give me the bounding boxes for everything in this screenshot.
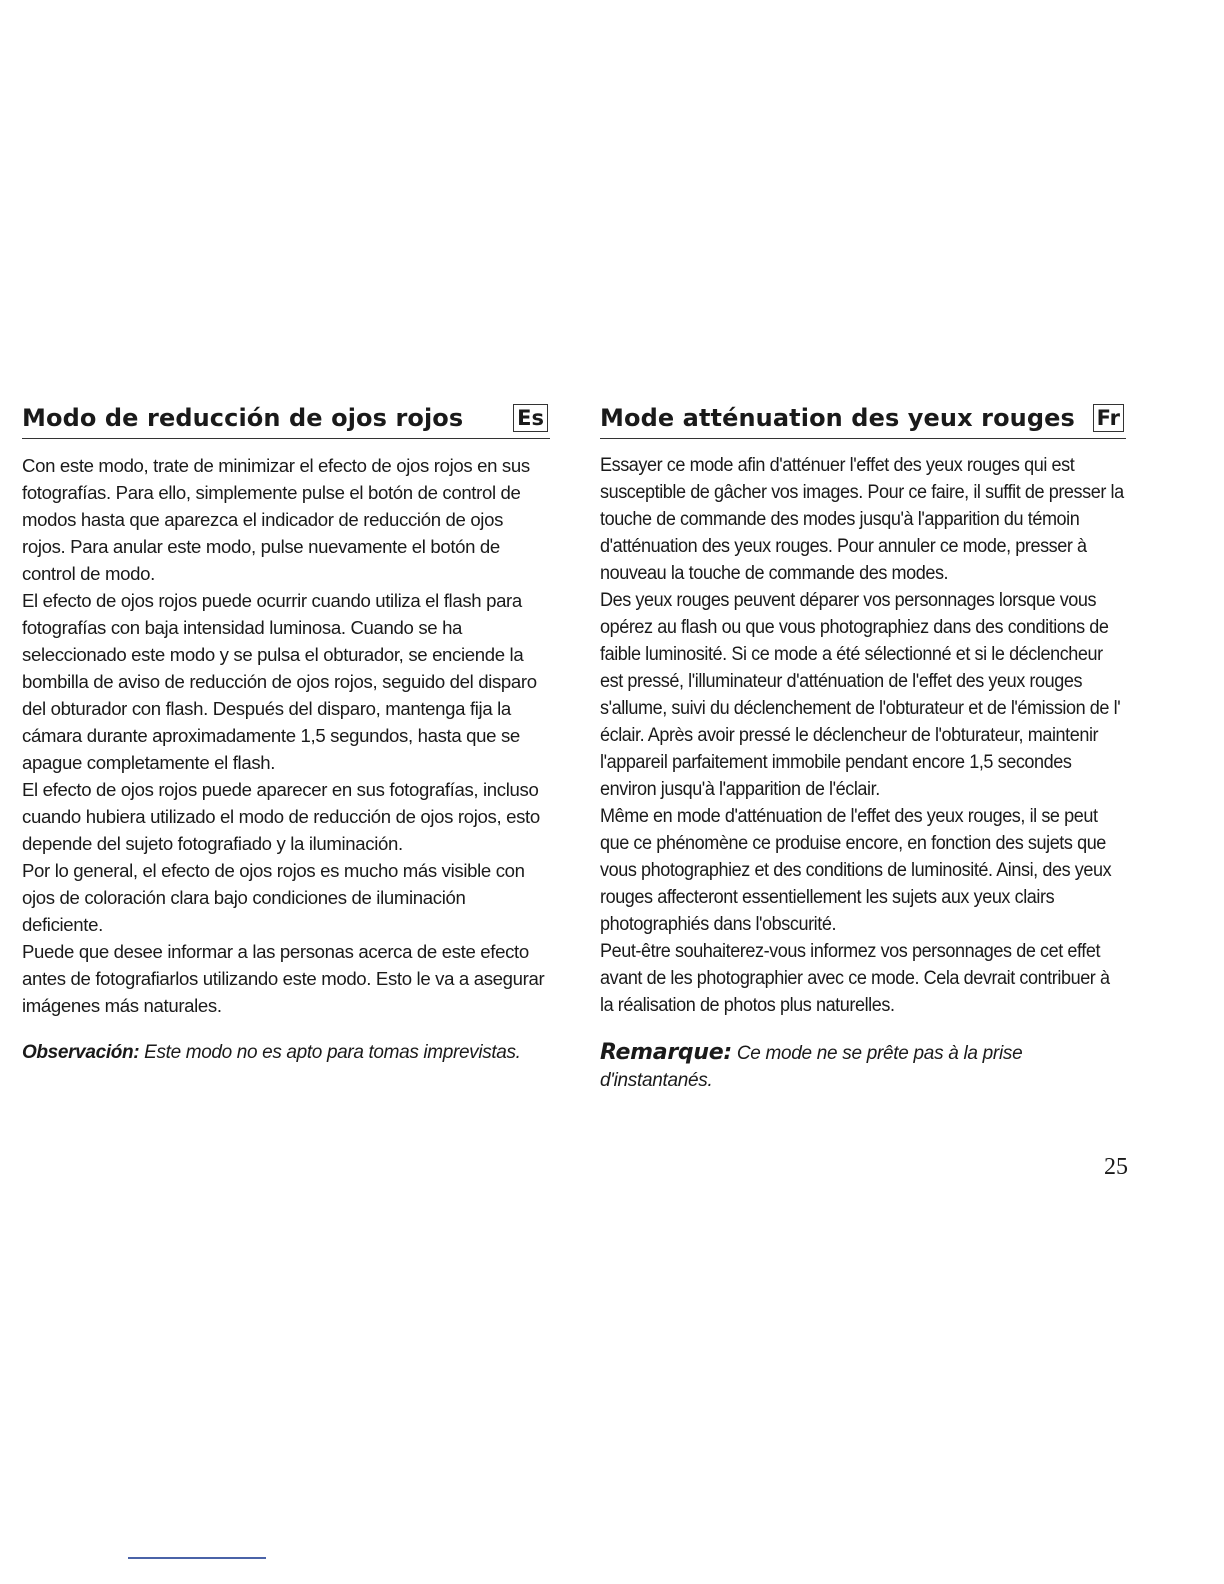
spanish-paragraph: El efecto de ojos rojos puede ocurrir cuando utiliza el flash para fotografías con baja intensidad luminosa. Cuando se ha seleccionado este modo y se pulsa el obturador, se enciende la bombilla de aviso de reducción de ojos rojos, seguido del disparo del obturador con flash. Después del disparo, mantenga fija la cámara durante aproximadamente 1,5 segundos, hasta que se apague completamente el flash. [22,590,537,773]
french-note-text: Ce mode ne se prête pas à la prise d'instantanés. [600,1043,1023,1091]
french-language-badge: Fr [1093,404,1124,432]
french-title: Mode atténuation des yeux rouges [600,404,1075,432]
french-body [600,452,1126,1019]
french-paragraph: Peut-être souhaiterez-vous informez vos personnages de cet effet avant de les photographier avec ce mode. Cela devrait contribuer à la réalisation de photos plus naturelles. [600,941,1110,1016]
french-paragraph: Même en mode d'atténuation de l'effet des yeux rouges, il se peut que ce phénomène ce produise encore, en fonction des sujets que vous photographiez et des conditions de luminosité. Ainsi, des yeux rouges affecteront essentiellement les sujets aux yeux clairs photographiés dans l'obscurité. [600,806,1112,935]
french-note [600,1039,1126,1094]
french-paragraph: Des yeux rouges peuvent déparer vos personnages lorsque vous opérez au flash ou que vous photographiez dans des conditions de faible luminosité. Si ce mode a été sélectionné et si le déclencheur est pressé, l'illuminateur d'atténuation de l'effet des yeux rouges s'allume, suivi du déclenchement de l'obturateur et de l'émission de l' éclair. Après avoir pressé le déclencheur de l'obturateur, maintenir l'appareil parfaitement immobile pendant encore 1,5 secondes environ jusqu'à l'apparition de l'éclair. [600,590,1121,800]
spanish-body [22,452,550,1019]
spanish-paragraph: Puede que desee informar a las personas acerca de este efecto antes de fotografiarlos utilizando este modo. Esto le va a asegurar imágenes más naturales. [22,941,545,1016]
spanish-note-label: Observación: [22,1042,140,1063]
spanish-note [22,1039,550,1066]
french-heading-row [600,390,1126,439]
french-column [600,390,1126,1094]
french-note-label: Remarque: [600,1040,732,1065]
spanish-note-text: Este modo no es apto para tomas imprevistas. [144,1042,521,1063]
spanish-heading-row [22,390,550,439]
footer-divider [128,1557,266,1559]
page-number: 25 [1104,1154,1128,1180]
spanish-paragraph: Por lo general, el efecto de ojos rojos es mucho más visible con ojos de coloración clara bajo condiciones de iluminación deficiente. [22,860,525,935]
french-paragraph: Essayer ce mode afin d'atténuer l'effet des yeux rouges qui est susceptible de gâcher vos images. Pour ce faire, il suffit de presser la touche de commande des modes jusqu'à l'apparition du témoin d'atténuation des yeux rouges. Pour annuler ce mode, presser à nouveau la touche de commande des modes. [600,455,1124,584]
spanish-column [22,390,550,1066]
spanish-paragraph: El efecto de ojos rojos puede aparecer en sus fotografías, incluso cuando hubiera utilizado el modo de reducción de ojos rojos, esto depende del sujeto fotografiado y la iluminación. [22,779,540,854]
spanish-title: Modo de reducción de ojos rojos [22,404,464,432]
spanish-paragraph: Con este modo, trate de minimizar el efecto de ojos rojos en sus fotografías. Para ello, simplemente pulse el botón de control de modos hasta que aparezca el indicador de reducción de ojos rojos. Para anular este modo, pulse nuevamente el botón de control de modo. [22,455,530,584]
spanish-language-badge: Es [513,404,548,432]
